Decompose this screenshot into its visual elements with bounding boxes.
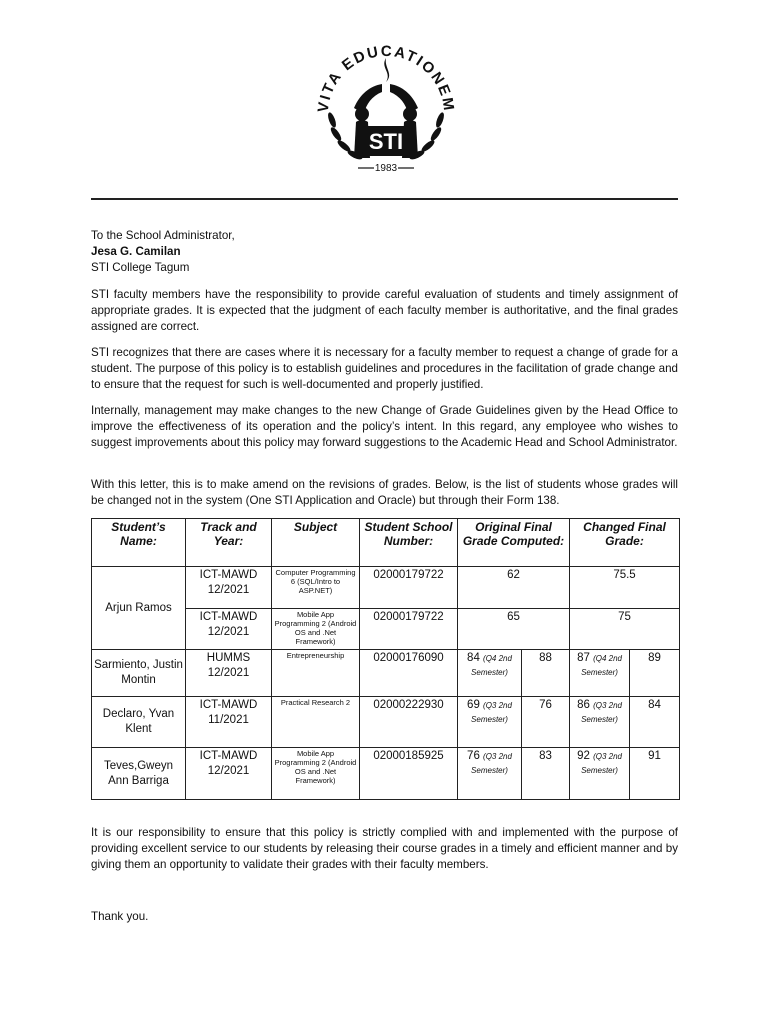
grade-note: (Q3 2nd Semester) (581, 701, 622, 724)
subject: Practical Research 2 (272, 697, 360, 748)
changed-grade-alt: 91 (630, 748, 680, 800)
grade-note: (Q4 2nd Semester) (581, 654, 622, 677)
table-row (92, 748, 680, 800)
closing-line: Thank you. (91, 910, 149, 923)
subject: Entrepreneurship (272, 650, 360, 697)
logo-year: 1983 (374, 163, 398, 174)
grade-value: 87 (577, 652, 590, 664)
original-grade-alt: 88 (522, 650, 570, 697)
student-name: Arjun Ramos (92, 567, 186, 650)
table-row (92, 567, 680, 609)
changed-grade: 75 (570, 609, 680, 650)
school-number: 02000176090 (360, 650, 458, 697)
grade-change-table (91, 518, 680, 800)
student-name: Teves,Gweyn Ann Barriga (92, 748, 186, 800)
track-year: ICT-MAWD 11/2021 (186, 697, 272, 748)
track-year: ICT-MAWD 12/2021 (186, 748, 272, 800)
grade-value: 84 (467, 652, 480, 664)
table-header-row (92, 519, 680, 567)
subject: Mobile App Programming 2 (Android OS and .Net Framework) (272, 609, 360, 650)
original-grade (458, 748, 522, 800)
original-grade: 65 (458, 609, 570, 650)
student-name: Declaro, Yvan Klent (92, 697, 186, 748)
recipient-org: STI College Tagum (91, 261, 190, 274)
changed-grade (570, 650, 630, 697)
original-grade-alt: 83 (522, 748, 570, 800)
original-grade (458, 697, 522, 748)
recipient-line: To the School Administrator, (91, 229, 235, 242)
changed-grade: 75.5 (570, 567, 680, 609)
changed-grade-alt: 89 (630, 650, 680, 697)
track-year: ICT-MAWD 12/2021 (186, 609, 272, 650)
logo-ring-text: VITA EDUCATIONEM (314, 42, 458, 114)
header-track-year: Track and Year: (186, 519, 272, 567)
original-grade-alt: 76 (522, 697, 570, 748)
school-number: 02000222930 (360, 697, 458, 748)
paragraph-1: STI faculty members have the responsibility to provide careful evaluation of students and timely assignment of appropriate grades. It is expected that the judgment of each faculty member is authoritative, and the final grades assigned are correct. (91, 288, 678, 333)
paragraph-2: STI recognizes that there are cases where it is necessary for a faculty member to request a change of grade for a student. The purpose of this policy is to establish guidelines and procedures in the facilitation of grade change and to ensure that the request for such is well-documented and properly justified. (91, 346, 678, 391)
grade-value: 86 (577, 699, 590, 711)
subject: Mobile App Programming 2 (Android OS and .Net Framework) (272, 748, 360, 800)
track-year: HUMMS 12/2021 (186, 650, 272, 697)
original-grade (458, 650, 522, 697)
header-original-grade: Original Final Grade Computed: (458, 519, 570, 567)
grade-note: (Q3 2nd Semester) (471, 752, 512, 775)
address-block (91, 228, 678, 276)
changed-grade-alt: 84 (630, 697, 680, 748)
paragraph-3: Internally, management may make changes to the new Change of Grade Guidelines given by the Head Office to improve the effectiveness of its operation and the policy’s intent. In this regard, any employee who wishes to suggest improvements about this policy may forward suggestions to the Academic Head and School Administrator. (91, 404, 678, 449)
header-divider (91, 198, 678, 200)
paragraph-5: It is our responsibility to ensure that this policy is strictly complied with and implemented with the purpose of providing excellent service to our students by releasing their course grades in a timely and efficient manner and by giving them an opportunity to validate their grades with their faculty members. (91, 826, 678, 871)
paragraph-4: With this letter, this is to make amend on the revisions of grades. Below, is the list of students whose grades will be changed not in the system (One STI Application and Oracle) but through their Form 138. (91, 478, 678, 507)
grade-note: (Q3 2nd Semester) (471, 701, 512, 724)
table-row (92, 650, 680, 697)
changed-grade (570, 748, 630, 800)
changed-grade (570, 697, 630, 748)
original-grade: 62 (458, 567, 570, 609)
student-name: Sarmiento, Justin Montin (92, 650, 186, 697)
header-subject: Subject (272, 519, 360, 567)
track-year: ICT-MAWD 12/2021 (186, 567, 272, 609)
recipient-name: Jesa G. Camilan (91, 245, 181, 258)
header-changed-grade: Changed Final Grade: (570, 519, 680, 567)
school-number: 02000185925 (360, 748, 458, 800)
grade-value: 92 (577, 750, 590, 762)
sti-logo (306, 22, 466, 182)
grade-value: 69 (467, 699, 480, 711)
table-row (92, 697, 680, 748)
grade-note: (Q4 2nd Semester) (471, 654, 512, 677)
header-student-name: Student’s Name: (92, 519, 186, 567)
school-number: 02000179722 (360, 567, 458, 609)
subject: Computer Programming 6 (SQL/Intro to ASP.NET) (272, 567, 360, 609)
logo-name: STI (368, 129, 404, 154)
school-number: 02000179722 (360, 609, 458, 650)
grade-value: 76 (467, 750, 480, 762)
grade-note: (Q3 2nd Semester) (581, 752, 622, 775)
header-school-number: Student School Number: (360, 519, 458, 567)
